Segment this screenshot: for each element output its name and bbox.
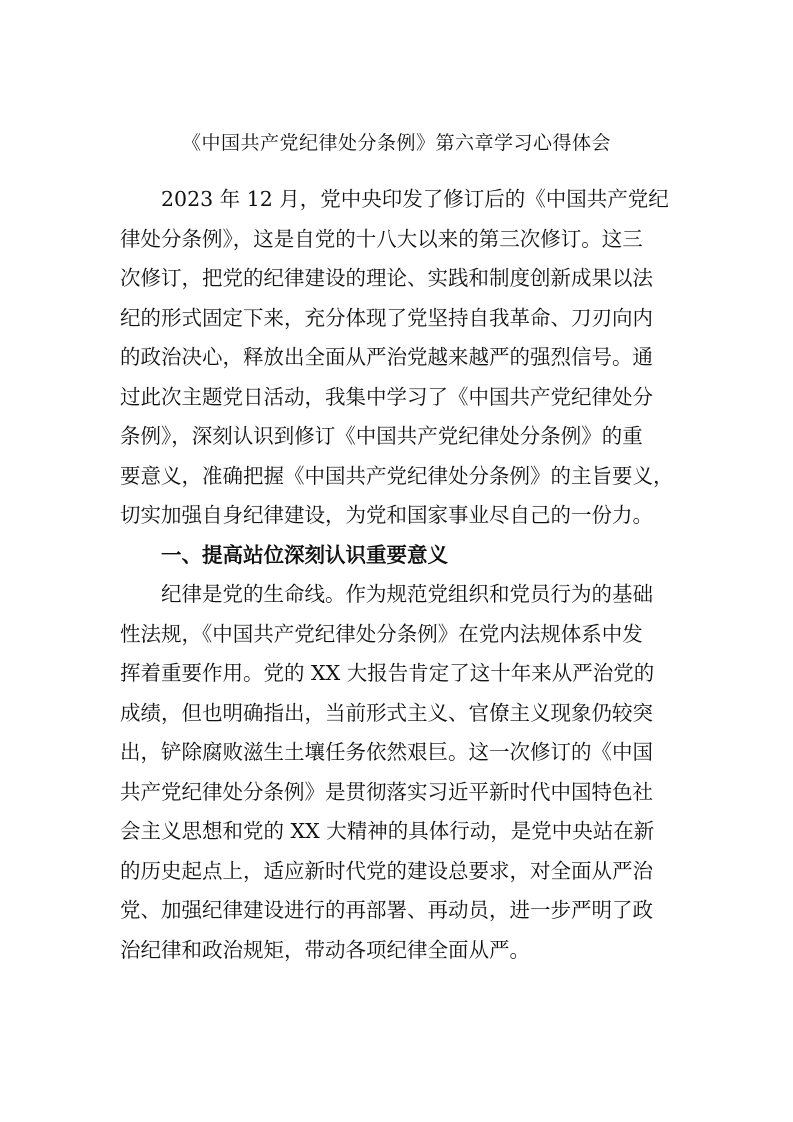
text-line: 性法规，《中国共产党纪律处分条例》在党内法规体系中发 [120,621,643,646]
text-line: 出，铲除腐败滋生土壤任务依然艰巨。这一次修订的《中国 [120,740,653,764]
text-line: 律处分条例》，这是自党的十八大以来的第三次修订。这三 [120,226,643,251]
text-line: 纪律是党的生命线。作为规范党组织和党员行为的基础 [161,582,653,606]
text-line: 党、加强纪律建设进行的再部署、再动员，进一步严明了政 [120,898,653,922]
text-line: 治纪律和政治规矩，带动各项纪律全面从严。 [120,937,530,962]
text-line: 条例》，深刻认识到修订《中国共产党纪律处分条例》的重 [120,424,643,448]
text-line: 的政治决心，释放出全面从严治党越来越严的强烈信号。通 [120,345,653,369]
text-line: 切实加强自身纪律建设，为党和国家事业尽自己的一份力。 [120,503,653,527]
text-line: 要意义，准确把握《中国共产党纪律处分条例》的主旨要义， [120,463,674,488]
text-line: 纪的形式固定下来，充分体现了党坚持自我革命、刀刃向内 [120,305,653,330]
section-1 [120,536,676,576]
text-line: 挥着重要作用。党的 XX 大报告肯定了这十年来从严治党的 [120,661,655,685]
document-title: 《中国共产党纪律处分条例》第六章学习心得体会 [181,132,611,154]
paragraph-intro [120,180,676,536]
text-line: 2023 年 12 月，党中央印发了修订后的《中国共产党纪 [161,187,669,211]
text-line: 的历史起点上，适应新时代党的建设总要求，对全面从严治 [120,858,653,883]
text-line: 共产党纪律处分条例》是贯彻落实习近平新时代中国特色社 [120,779,653,804]
text-line: 成绩，但也明确指出，当前形式主义、官僚主义现象仍较突 [120,700,653,725]
paragraph-text [120,575,676,970]
section-heading: 一、提高站位深刻认识重要意义 [161,543,448,567]
paragraph-text [120,180,676,536]
paragraph-section-1 [120,575,676,970]
text-line: 过此次主题党日活动，我集中学习了《中国共产党纪律处分 [120,384,653,409]
text-line: 次修订，把党的纪律建设的理论、实践和制度创新成果以法 [120,266,653,290]
text-line: 会主义思想和党的 XX 大精神的具体行动，是党中央站在新 [120,819,655,843]
